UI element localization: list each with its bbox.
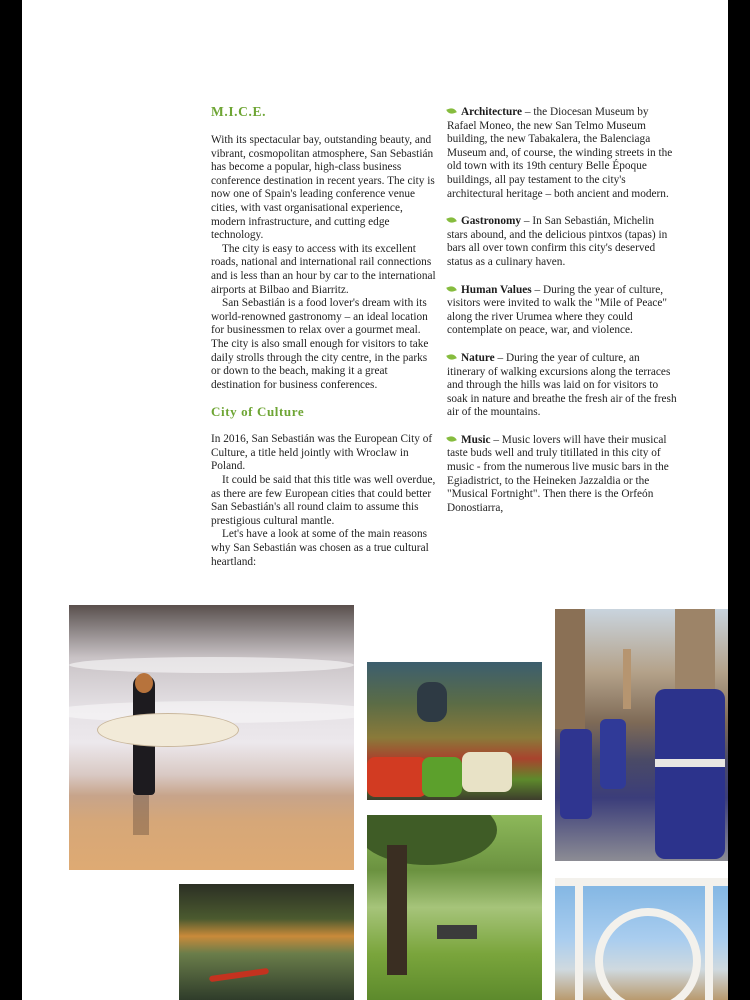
church-spire <box>623 649 631 709</box>
railing-bar <box>575 878 583 1000</box>
bullet-title: Human Values <box>461 283 532 296</box>
mice-paragraph-1: With its spectacular bay, outstanding beauty, and vibrant, cosmopolitan atmosphere, San Sebastián has become a popular, high-class business conference destination in recent years. The city is now one of Spain's leading conference venue cities, with vast organisational experience, modern infrastructure, and cutting edge technology. <box>211 134 435 242</box>
mice-paragraph-3: San Sebastián is a food lover's dream with its world-renowned gastronomy – an ideal location for businessmen to relax over a gourmet meal. The city is also small enough for visitors to take daily strolls through the city centre, in the parks or down to the beach, making it a great destination for business conferences. <box>211 297 429 391</box>
belt <box>655 759 725 767</box>
building <box>555 609 585 729</box>
market-photo <box>367 662 542 800</box>
tomatoes <box>367 757 427 797</box>
bullet-text: – During the year of culture, an itinerary of walking excursions along the terraces and through the hills was laid on for visitors to soak in nature and breathe the fresh air of the fresh air of the mountains. <box>447 351 677 419</box>
drummer <box>655 689 725 859</box>
surfer-head <box>135 673 153 693</box>
park-photo <box>367 815 542 1000</box>
leaf-icon <box>446 216 457 225</box>
culture-paragraph-1: In 2016, San Sebastián was the European City of Culture, a title held jointly with Wroclaw in Poland. <box>211 433 433 473</box>
leaf-icon <box>446 435 457 444</box>
bullet-text: – In San Sebastián, Michelin stars abound, and the delicious pintxos (tapas) in bars all over town confirm this city's deserved status as a culinary haven. <box>447 215 668 268</box>
reflection <box>133 795 149 835</box>
railing-bar <box>705 878 713 1000</box>
bullet-gastronomy <box>447 215 677 269</box>
bullet-title: Nature <box>461 351 495 364</box>
culture-paragraph-2: It could be said that this title was well overdue, as there are few European cities that could better San Sebastián's all round claim to assume this prestigious cultural mantle. <box>211 474 436 527</box>
leaf-icon <box>446 107 457 116</box>
drummer <box>560 729 592 819</box>
drummer <box>600 719 626 789</box>
mice-heading: M.I.C.E. <box>211 104 267 119</box>
railing-photo <box>555 878 728 1000</box>
bench <box>437 925 477 939</box>
bullet-text: – Music lovers will have their musical taste buds well and truly titillated in this city of music - from the numerous live music bars in the Egiadistrict, to the Heineken Jazzaldia or the "Musical Fortnight". Then there is the Orfeón Donostiarra, <box>447 433 669 514</box>
wave <box>69 657 354 673</box>
bullet-architecture <box>447 106 677 201</box>
bullet-text: – the Diocesan Museum by Rafael Moneo, the new San Telmo Museum building, the new Tabakalera, the Balenciaga Museum and, of course, the winding streets in the old town with its 19th century Belle Époque buildings, all pay testament to the city's architectural heritage – both ancient and modern. <box>447 106 673 200</box>
surfboard <box>97 713 239 747</box>
bullet-title: Music <box>461 433 491 446</box>
river-photo <box>179 884 354 1000</box>
greens <box>422 757 462 797</box>
mice-paragraph-2: The city is easy to access with its excellent roads, national and international rail connections and is less than an hour by car to the international airports at Bilbao and Biarritz. <box>211 242 436 296</box>
culture-heading: City of Culture <box>211 404 305 420</box>
magazine-page <box>22 0 728 1000</box>
bullet-title: Gastronomy <box>461 215 522 228</box>
bullet-music <box>447 434 677 516</box>
culture-paragraph-3: Let's have a look at some of the main reasons why San Sebastián was chosen as a true cultural heartland: <box>211 528 429 568</box>
bullet-title: Architecture <box>461 106 523 118</box>
right-column <box>447 106 677 515</box>
tree-trunk <box>387 845 407 975</box>
produce <box>462 752 512 792</box>
parade-photo <box>555 609 728 861</box>
railing-ring <box>595 908 701 1000</box>
bullet-human-values <box>447 284 677 338</box>
bullet-nature <box>447 352 677 420</box>
surfer-photo <box>69 605 354 870</box>
kayak <box>209 968 269 982</box>
vendor <box>417 682 447 722</box>
bullet-text: – During the year of culture, visitors were invited to walk the "Mile of Peace" along the river Urumea where they could contemplate on peace, war, and violence. <box>447 283 668 337</box>
leaf-icon <box>446 284 457 293</box>
left-column <box>211 103 436 569</box>
leaf-icon <box>446 353 457 362</box>
